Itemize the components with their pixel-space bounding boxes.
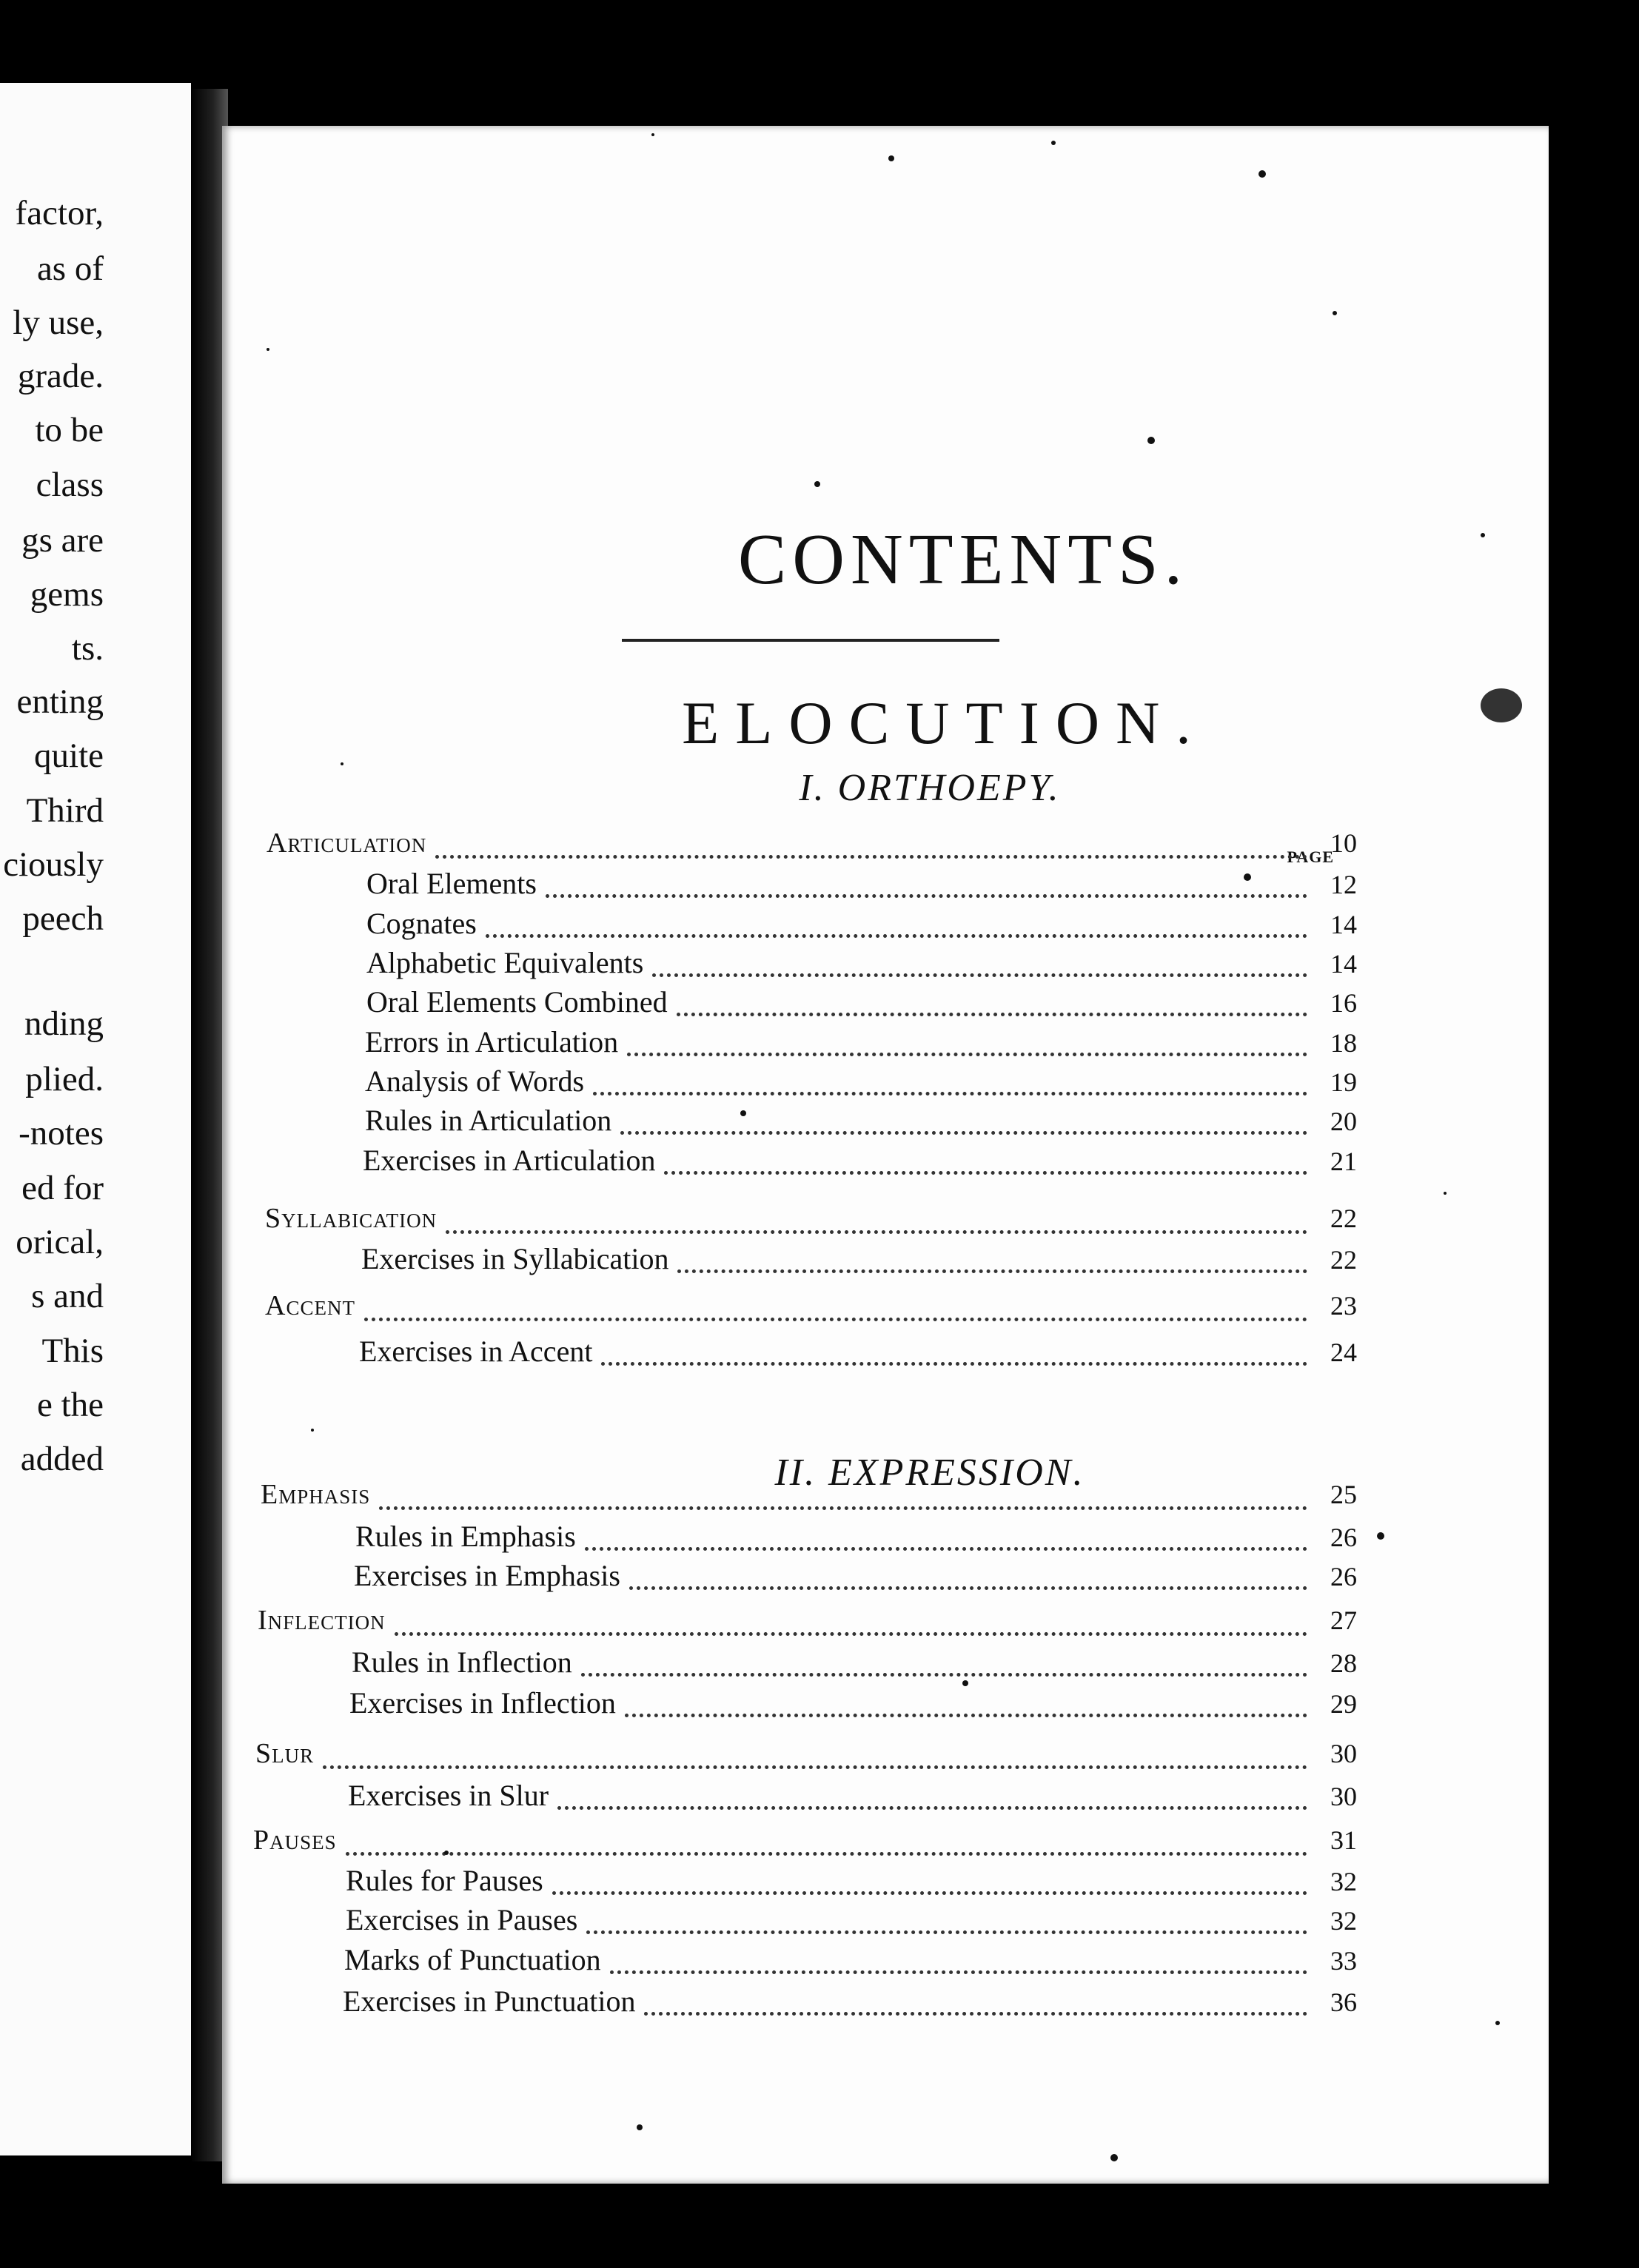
scan-speck: [962, 1680, 968, 1686]
toc-entry-label: Exercises in Articulation: [363, 1144, 656, 1177]
toc-page-number: 28: [1330, 1648, 1357, 1678]
toc-dot-leader: [593, 1092, 1307, 1096]
page-column-header: PAGE: [1287, 848, 1334, 866]
toc-entry-label: Errors in Articulation: [365, 1025, 619, 1058]
toc-entry: [361, 1241, 1357, 1280]
scan-speck: [267, 348, 269, 351]
title-rule: [622, 639, 999, 642]
toc-entry-label: Exercises in Pauses: [346, 1903, 578, 1936]
toc-dot-leader: [601, 1362, 1307, 1366]
part-heading-expression: II. EXPRESSION.: [774, 1452, 1085, 1494]
toc-entry-label: Marks of Punctuation: [344, 1943, 601, 1976]
toc-entry-label: Inflection: [258, 1605, 386, 1636]
left-page-text-line: added: [20, 1440, 104, 1478]
toc-entry: [349, 1685, 1357, 1724]
toc-dot-leader: [610, 1970, 1307, 1974]
toc-page-number: 25: [1330, 1480, 1357, 1509]
left-page-fragment: [0, 83, 191, 2155]
toc-page-number: 32: [1330, 1867, 1357, 1896]
scan-speck: [1051, 141, 1056, 145]
left-page-text-line: e the: [36, 1386, 104, 1424]
toc-entry-label: Exercises in Emphasis: [354, 1559, 620, 1592]
toc-dot-leader: [625, 1714, 1307, 1717]
toc-entry: [366, 906, 1357, 945]
toc-dot-leader: [677, 1269, 1307, 1273]
toc-entry: [352, 1645, 1357, 1683]
toc-entry-label: Oral Elements Combined: [366, 985, 668, 1019]
toc-entry: [346, 1902, 1357, 1941]
toc-entry: [366, 984, 1357, 1023]
toc-entry-label: Emphasis: [261, 1479, 371, 1510]
scan-speck: [444, 1851, 449, 1855]
left-page-text-line: ts.: [71, 629, 104, 668]
contents-page: [222, 126, 1549, 2184]
toc-page-number: 18: [1330, 1028, 1357, 1058]
toc-entry-label: Exercises in Slur: [348, 1779, 549, 1812]
toc-page-number: 31: [1330, 1825, 1357, 1855]
scan-speck: [888, 155, 894, 161]
toc-dot-leader: [552, 1891, 1307, 1895]
toc-entry: [365, 1103, 1357, 1141]
toc-page-number: 14: [1330, 910, 1357, 939]
toc-entry: [366, 945, 1357, 984]
toc-page-number: 24: [1330, 1338, 1357, 1367]
toc-dot-leader: [323, 1765, 1307, 1769]
toc-page-number: 26: [1330, 1523, 1357, 1552]
toc-entry: [363, 1143, 1357, 1181]
toc-entry-label: Accent: [265, 1290, 355, 1321]
toc-entry-label: Rules in Articulation: [365, 1104, 612, 1137]
toc-entry: [253, 1824, 1357, 1862]
scan-speck: [1258, 170, 1266, 178]
left-page-text-line: -notes: [19, 1114, 104, 1153]
toc-entry-label: Rules in Inflection: [352, 1645, 572, 1679]
toc-dot-leader: [346, 1852, 1307, 1856]
page-title: CONTENTS.: [737, 520, 1189, 600]
toc-entry-label: Exercises in Punctuation: [343, 1984, 636, 2018]
scan-speck: [1244, 873, 1251, 881]
scan-speck: [1110, 2154, 1118, 2161]
toc-entry: [359, 1334, 1357, 1372]
toc-entry: [365, 1024, 1357, 1063]
toc-entry: [346, 1863, 1357, 1902]
left-page-text-line: factor,: [15, 194, 104, 232]
toc-entry: [265, 1289, 1357, 1328]
left-page-text-line: gs are: [21, 521, 104, 560]
left-page-text-line: This: [41, 1332, 104, 1370]
ink-blot: [1481, 688, 1522, 722]
left-page-text-line: ed for: [21, 1169, 104, 1207]
toc-page-number: 12: [1330, 870, 1357, 899]
toc-dot-leader: [586, 1930, 1307, 1934]
toc-entry: [366, 866, 1357, 905]
scan-speck: [311, 1429, 314, 1432]
toc-entry-label: Oral Elements: [366, 867, 537, 900]
toc-entry-label: Exercises in Accent: [359, 1335, 593, 1368]
scan-speck: [651, 133, 654, 136]
left-page-text-line: quite: [34, 737, 104, 775]
toc-entry: [354, 1558, 1357, 1597]
toc-entry-label: Exercises in Inflection: [349, 1686, 616, 1720]
scan-speck: [1444, 1192, 1447, 1195]
left-page-text-line: plied.: [25, 1060, 104, 1098]
toc-entry-label: Slur: [255, 1738, 315, 1769]
toc-entry-label: Alphabetic Equivalents: [366, 946, 644, 979]
scan-speck: [814, 481, 820, 487]
left-page-text-line: nding: [24, 1004, 104, 1043]
toc-entry: [267, 827, 1357, 865]
left-page-text-line: orical,: [16, 1223, 104, 1261]
left-page-text-line: grade.: [17, 357, 104, 395]
toc-entry: [365, 1064, 1357, 1102]
left-page-text-line: s and: [31, 1277, 104, 1315]
toc-page-number: 27: [1330, 1606, 1357, 1635]
toc-dot-leader: [395, 1632, 1307, 1636]
toc-page-number: 30: [1330, 1782, 1357, 1811]
toc-entry-label: Rules for Pauses: [346, 1864, 543, 1897]
toc-page-number: 10: [1330, 828, 1357, 858]
left-page-text-line: Third: [26, 791, 104, 830]
toc-page-number: 26: [1330, 1562, 1357, 1591]
toc-page-number: 20: [1330, 1107, 1357, 1136]
scan-speck: [637, 2124, 643, 2130]
toc-page-number: 19: [1330, 1067, 1357, 1097]
left-page-text-line: gems: [30, 575, 104, 614]
toc-dot-leader: [629, 1586, 1307, 1590]
toc-page-number: 30: [1330, 1739, 1357, 1768]
toc-dot-leader: [652, 973, 1307, 977]
toc-entry-label: Pauses: [253, 1825, 337, 1856]
toc-entry: [343, 1984, 1357, 2022]
left-page-text-line: enting: [16, 682, 104, 721]
scan-speck: [341, 762, 343, 765]
toc-dot-leader: [644, 2012, 1307, 2016]
part-heading-orthoepy: I. ORTHOEPY.: [799, 767, 1061, 809]
toc-entry-label: Analysis of Words: [365, 1064, 585, 1098]
toc-dot-leader: [546, 894, 1307, 898]
toc-entry: [261, 1478, 1357, 1517]
toc-dot-leader: [446, 1230, 1307, 1234]
toc-page-number: 22: [1330, 1245, 1357, 1275]
left-page-text-line: class: [36, 466, 104, 504]
toc-dot-leader: [379, 1506, 1307, 1510]
toc-dot-leader: [364, 1318, 1307, 1321]
left-page-text-line: ciously: [3, 845, 104, 884]
toc-page-number: 21: [1330, 1147, 1357, 1176]
toc-entry: [344, 1942, 1357, 1981]
toc-page-number: 33: [1330, 1946, 1357, 1976]
toc-page-number: 29: [1330, 1689, 1357, 1719]
toc-page-number: 36: [1330, 1987, 1357, 2017]
toc-dot-leader: [435, 855, 1307, 859]
toc-dot-leader: [557, 1806, 1307, 1810]
toc-dot-leader: [581, 1673, 1307, 1677]
section-title: ELOCUTION.: [682, 689, 1207, 756]
scan-speck: [740, 1110, 746, 1116]
toc-page-number: 22: [1330, 1204, 1357, 1233]
toc-dot-leader: [620, 1131, 1307, 1135]
left-page-text-line: ly use,: [13, 303, 104, 342]
toc-entry-label: Cognates: [366, 907, 477, 940]
left-page-text-line: peech: [22, 899, 104, 938]
left-page-text-line: as of: [36, 249, 104, 288]
toc-entry-label: Syllabication: [265, 1203, 438, 1234]
toc-page-number: 14: [1330, 949, 1357, 979]
toc-dot-leader: [585, 1547, 1307, 1551]
toc-entry: [348, 1778, 1357, 1816]
toc-page-number: 16: [1330, 988, 1357, 1018]
toc-entry-label: Articulation: [267, 828, 427, 859]
toc-dot-leader: [486, 934, 1307, 938]
toc-dot-leader: [664, 1171, 1307, 1175]
scan-speck: [1377, 1532, 1384, 1540]
toc-page-number: 23: [1330, 1291, 1357, 1321]
toc-entry-label: Exercises in Syllabication: [361, 1242, 669, 1275]
scan-speck: [1147, 437, 1155, 444]
toc-entry: [255, 1737, 1357, 1776]
scan-speck: [1481, 533, 1485, 537]
toc-dot-leader: [677, 1013, 1307, 1016]
scan-speck: [1495, 2021, 1500, 2025]
toc-entry: [355, 1519, 1357, 1557]
scan-speck: [1333, 311, 1337, 315]
left-page-text-line: to be: [35, 411, 104, 449]
toc-entry: [265, 1202, 1357, 1241]
toc-page-number: 32: [1330, 1906, 1357, 1936]
toc-entry-label: Rules in Emphasis: [355, 1520, 576, 1553]
toc-dot-leader: [627, 1053, 1307, 1056]
toc-entry: [258, 1604, 1357, 1643]
